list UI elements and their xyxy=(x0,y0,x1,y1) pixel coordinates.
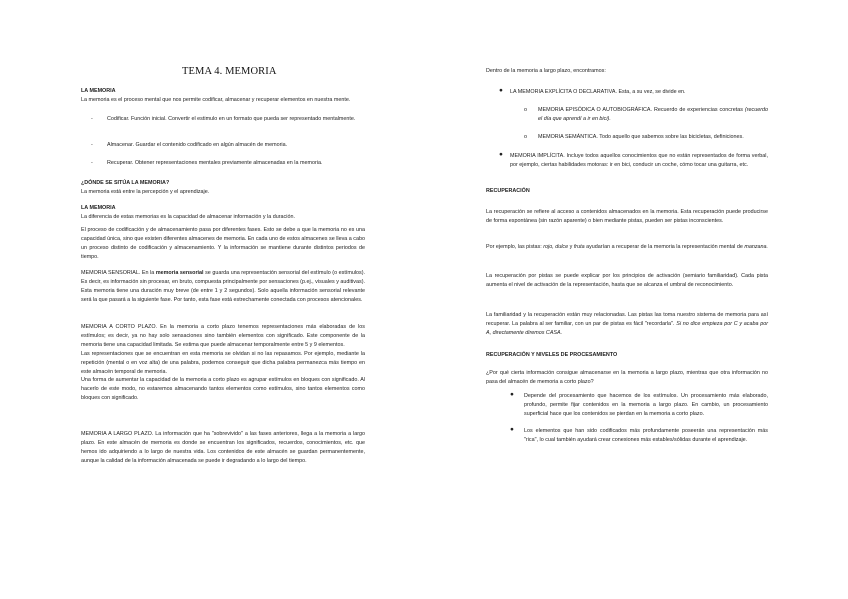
section-heading: RECUPERACIÓN Y NIVELES DE PROCESAMIENTO xyxy=(486,352,618,358)
section-heading: LA MEMORIA xyxy=(81,88,116,94)
bullet-icon: ● xyxy=(499,151,503,158)
intro-text: Dentro de la memoria a largo plazo, encontramos: xyxy=(486,68,606,74)
paragraph-recuperacion-2: Por ejemplo, las pistas: rojo, dulce y fruta ayudarían a recuperar de la memoria la representación mental de manzana. xyxy=(486,244,769,250)
bullet-icon: ● xyxy=(499,87,503,94)
section-la-memoria xyxy=(81,87,365,105)
paragraph-fases: El proceso de codificación y de almacenamiento pasa por diferentes fases. Esto se debe a que la memoria no es una capacidad única, sino que existen diferentes almacenes de memoria. En cada uno de estos almacenes se lleva a cabo un proceso distinto de codificación y almacenamiento. Y la información se mantiene durante distintos periodos de tiempo. xyxy=(81,227,365,260)
paragraph-recuperacion-1: La recuperación se refiere al acceso a contenidos almacenados en la memoria. Esta recuperación puede producirse de forma espontánea (sin razón aparente) o bien mediante pistas, pueden ser pistas inconscientes. xyxy=(486,209,768,224)
memory-process-list-3 xyxy=(81,159,365,168)
bullet-niveles-1: ● Depende del procesamiento que hacemos de los estímulos. Un procesamiento más elaborado, profundo, permite fijar contenidos en la memoria a largo plazo. En cambio, un procesamiento superficial hace que los contenidos se pierdan en la memoria a corto plazo. xyxy=(510,391,768,417)
section-recuperacion xyxy=(486,187,768,196)
paragraph: La diferencia de estas memorias es la capacidad de almacenar información y la duración. xyxy=(81,213,295,220)
section-niveles xyxy=(486,351,768,360)
circle-bullet-icon: o xyxy=(524,134,527,140)
bullet-explicita: ● LA MEMORIA EXPLÍCITA O DECLARATIVA. Esta, a su vez, se divide en. xyxy=(499,87,686,95)
document-title: TEMA 4. MEMORIA xyxy=(182,66,277,77)
list-item: - Almacenar. Guardar el contenido codificado en algún almacén de memoria. xyxy=(91,142,288,148)
list-item: - Codificar. Función inicial. Convertir el estimulo en un formato que pueda ser representado mentalmente. xyxy=(91,116,356,122)
section-heading: RECUPERACIÓN xyxy=(486,188,530,194)
paragraph: La memoria está entre la percepción y el aprendizaje. xyxy=(81,188,210,195)
sub-episodica: o MEMORIA EPISÓDICA O AUTOBIOGRÁFICA. Recuerdo de experiencias concretas (recuerdo el día que aprendí a ir en bici). xyxy=(524,107,768,122)
circle-bullet-icon: o xyxy=(524,107,527,113)
section-largo-plazo: MEMORIA A LARGO PLAZO. La información que ha "sobrevivido" a las fases anteriores, llega a la memoria a largo plazo. En este almacén de memoria es donde se encuentran los significados, recuerdos, conocimientos, etc. que hemos ido adquiriendo a lo largo de nuestra vida. Los contenidos de este almacén se guardan permanentemente, aunque la calidad de la información almacenada se puede ir degradando a lo largo del tiempo. xyxy=(81,431,365,464)
list-item: - Recuperar. Obtener representaciones mentales previamente almacenadas en la memoria. xyxy=(91,160,323,166)
bullet-icon: ● xyxy=(510,426,514,433)
bullet-niveles-2: ● Los elementos que han sido codificados más profundamente poseerán una representación más "rica", lo cual también ayudará crear conexiones más estables/sólidas durante el aprendizaje. xyxy=(510,426,768,443)
sub-semantica: o MEMORIA SEMÁNTICA. Todo aquello que sabemos sobre las bicicletas, definiciones. xyxy=(524,134,744,140)
bullet-implicita: ● MEMORIA IMPLÍCITA. Incluye todos aquellos conocimientos que no están representados de forma verbal, por ejemplo, ciertas habilidades motoras: ir en bici, conducir un coche, cómo tocar una guitarra, etc. xyxy=(499,151,768,168)
section-heading: LA MEMORIA xyxy=(81,205,116,211)
paragraph-niveles-question: ¿Por qué cierta información consigue almacenarse en la memoria a largo plazo, mientras que otra información no pasa del almacén de memoria a corto plazo? xyxy=(486,370,768,385)
section-donde xyxy=(81,179,365,197)
memory-process-list xyxy=(81,115,365,124)
section-sensorial: MEMORIA SENSORIAL. En la memoria sensorial se guarda una representación sensorial del estímulo (o estímulos). Es decir, es información sin procesar, en bruto, compuesta principalmente por sensaciones (p.ej., visuales y auditivas). Esta memoria tiene una duración muy breve (de entre 1 y 2 segundos). Solo aquella información sensorial relevante será la que pasará a la siguiente fase. Por tanto, esta fase está estrechamente conectada con procesos atencionales. xyxy=(81,270,366,303)
section-corto-plazo: MEMORIA A CORTO PLAZO. En la memoria a corto plazo tenemos representaciones más elaboradas de los estímulos; es decir, ya no hay solo sensaciones sino también elementos con significado. Este componente de la memoria tiene una capacidad limitada. Se estima que puede almacenar temporalmente entre 5 y 9 elementos. Las representaciones que se encuentran en esta memoria se olvidan si no las repasamos. Por ejemplo, mediante la repetición (mental o en voz alta) de una palabra, podemos conseguir que dicha palabra permanezca más tiempo en este almacén temporal de memoria. Una forma de aumentar la capacidad de la memoria a corto plazo es agrupar estímulos en bloques con significado. Al hacerlo de este modo, no estaremos almacenando tantos elementos como estímulos, sino tantos elementos como bloques con significado. xyxy=(81,324,365,402)
paragraph-recuperacion-4: La familiaridad y la recuperación están muy relacionadas. Las pistas las toma nuestro sistema de memoria para así recuperar. La palabra al ser familiar, con un par de pistas es fácil "recordarla". Si no dice empieza por C y acaba por A, directamente diremos CASA. xyxy=(486,312,768,336)
section-la-memoria-2 xyxy=(81,204,365,222)
bullet-icon: ● xyxy=(510,391,514,398)
memory-process-list-2 xyxy=(81,141,365,150)
paragraph-recuperacion-3: La recuperación por pistas se puede explicar por los principios de activación (semiario familiaridad). Cada pista aumenta el nivel de activación de la representación, hasta que se alcanza el umbral de reconocimiento. xyxy=(486,273,768,288)
section-heading: ¿DÓNDE SE SITÚA LA MEMORIA? xyxy=(81,180,170,186)
paragraph: La memoria es el proceso mental que nos permite codificar, almacenar y recuperar elementos en nuestra mente. xyxy=(81,96,351,103)
